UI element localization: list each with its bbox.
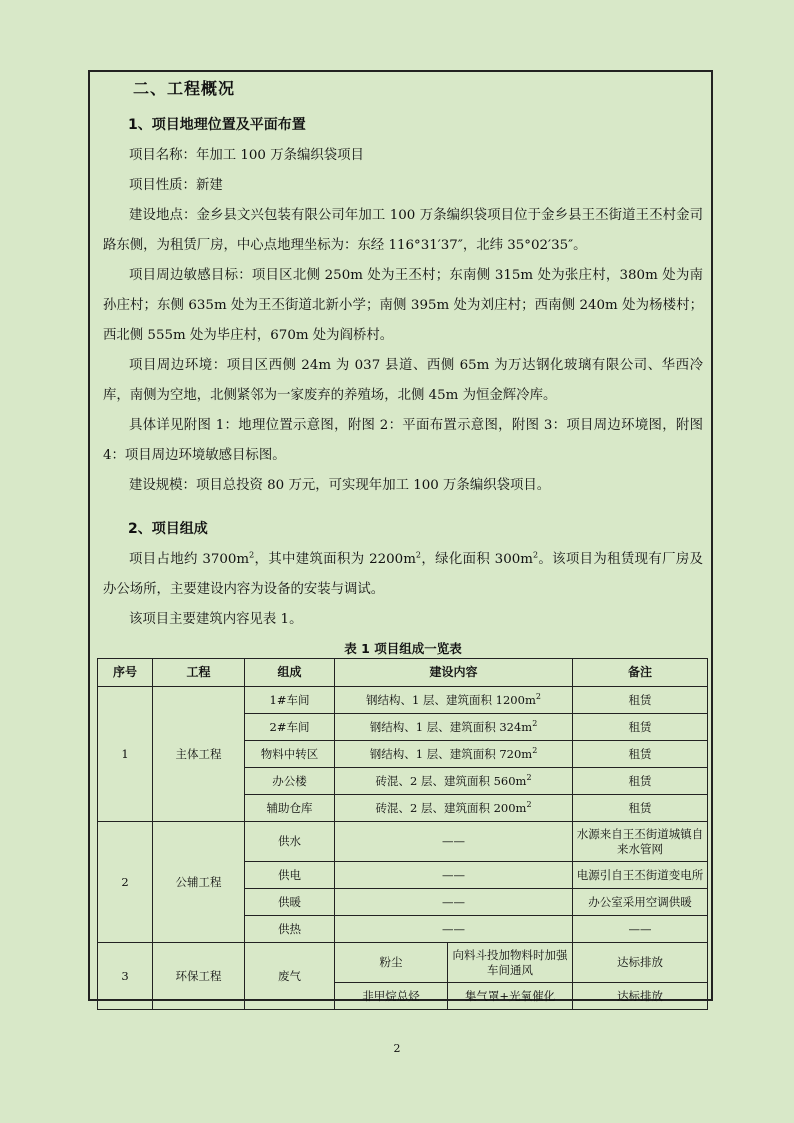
item-cell: 废气 [245,943,335,1010]
note-cell: 租赁 [573,795,708,822]
note-cell: 达标排放 [573,943,708,983]
project-nature: 项目性质：新建 [129,178,223,193]
item-cell: 2#车间 [245,714,335,741]
table-reference: 该项目主要建筑内容见表 1。 [129,612,303,627]
group-no: 3 [98,943,153,1010]
note-cell: —— [573,916,708,943]
note-cell: 水源来自王丕街道城镇自来水管网 [573,822,708,862]
header-content: 建设内容 [335,659,573,687]
pollutant-cell: 非甲烷总烃 [335,983,448,1010]
page-number: 2 [393,1042,401,1055]
item-cell: 供暖 [245,889,335,916]
content-cell: 钢结构、1 层、建筑面积 $324m^2$ [335,714,573,741]
table-row [98,822,708,862]
note-cell: 租赁 [573,768,708,795]
header-no: 序号 [98,659,153,687]
content-cell: —— [335,916,573,943]
content-cell: 砖混、2 层、建筑面积 $200m^2$ [335,795,573,822]
content-cell: —— [335,889,573,916]
item-cell: 物料中转区 [245,741,335,768]
note-cell: 电源引自王丕街道变电所 [573,862,708,889]
group-no: 1 [98,687,153,822]
group-name: 主体工程 [153,687,245,822]
header-note: 备注 [573,659,708,687]
table-caption: 表 1 项目组成一览表 [344,641,462,656]
header-project: 工程 [153,659,245,687]
note-cell: 租赁 [573,741,708,768]
figure-references: 具体详见附图 1：地理位置示意图，附图 2：平面布置示意图，附图 3：项目周边环境图，附图 4：项目周边环境敏感目标图。 [103,418,703,463]
surrounding-environment: 项目周边环境：项目区西侧 24m 为 037 县道、西侧 65m 为万达钢化玻璃有限公司、华西冷库，南侧为空地，北侧紧邻为一家废弃的养殖场，北侧 45m 为恒金辉冷库。 [103,358,703,403]
page-frame [88,70,713,1001]
table-row [98,943,708,983]
content-cell: —— [335,822,573,862]
construction-location: 建设地点：金乡县文兴包装有限公司年加工 100 万条编织袋项目位于金乡县王丕街道王丕村金司路东侧，为租赁厂房，中心点地理坐标为：东经 116°31′37″，北纬 35°02′35″。 [103,208,703,253]
item-cell: 1#车间 [245,687,335,714]
content-cell: 钢结构、1 层、建筑面积 $1200m^2$ [335,687,573,714]
measure-cell: 集气罩+光氧催化 [448,983,573,1010]
group-no: 2 [98,822,153,943]
group-name: 环保工程 [153,943,245,1010]
item-cell: 供热 [245,916,335,943]
header-component: 组成 [245,659,335,687]
pollutant-cell: 粉尘 [335,943,448,983]
note-cell: 租赁 [573,687,708,714]
content-cell: —— [335,862,573,889]
content-cell: 砖混、2 层、建筑面积 $560m^2$ [335,768,573,795]
sensitive-targets: 项目周边敏感目标：项目区北侧 250m 处为王丕村；东南侧 315m 处为张庄村，380m 处为南孙庄村；东侧 635m 处为王丕街道北新小学；南侧 395m 处为刘庄村；西南侧 240m 处为杨楼村；西北侧 555m 处为毕庄村，670m 处为阎桥村。 [103,268,703,343]
note-cell: 办公室采用空调供暖 [573,889,708,916]
measure-cell: 向料斗投加物料时加强车间通风 [448,943,573,983]
subsection-title-location: 1、项目地理位置及平面布置 [128,117,306,133]
subsection-title-composition: 2、项目组成 [128,521,208,537]
item-cell: 办公楼 [245,768,335,795]
item-cell: 辅助仓库 [245,795,335,822]
table-row [98,687,708,714]
project-composition-table [97,658,708,1010]
note-cell: 租赁 [573,714,708,741]
construction-scale: 建设规模：项目总投资 80 万元，可实现年加工 100 万条编织袋项目。 [129,478,551,493]
composition-paragraph: 项目占地约 $3700m^2$，其中建筑面积为 $2200m^2$，绿化面积 $300m^2$。该项目为租赁现有厂房及办公场所，主要建设内容为设备的安装与调试。 [103,550,703,597]
item-cell: 供电 [245,862,335,889]
table-header-row [98,659,708,687]
content-cell: 钢结构、1 层、建筑面积 $720m^2$ [335,741,573,768]
project-name: 项目名称：年加工 100 万条编织袋项目 [129,148,364,163]
item-cell: 供水 [245,822,335,862]
note-cell: 达标排放 [573,983,708,1010]
section-title: 二、工程概况 [133,79,236,98]
group-name: 公辅工程 [153,822,245,943]
